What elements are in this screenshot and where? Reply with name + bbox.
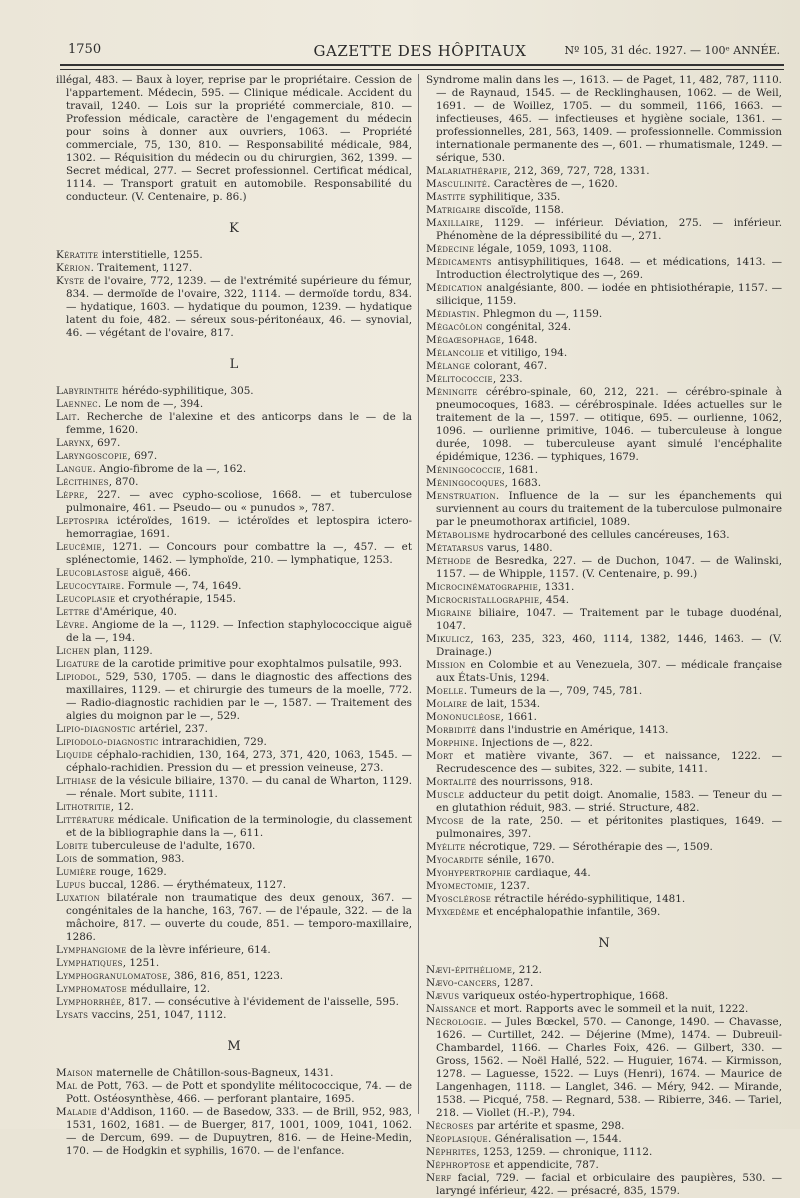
index-entry (426, 1120, 782, 1133)
index-entry (426, 581, 782, 594)
entry-headword: Lupus (56, 879, 86, 891)
entry-headword: Laennec (56, 398, 98, 410)
entry-headword: Lithiase (56, 775, 97, 787)
entry-headword: Kératite (56, 249, 99, 261)
index-entry (56, 541, 412, 567)
index-entry (56, 1106, 412, 1158)
index-entry (426, 633, 782, 659)
index-entry (426, 776, 782, 789)
entry-text: aiguë, 466. (128, 567, 191, 579)
entry-text: . Injections de —, 822. (474, 737, 593, 749)
index-entry (56, 580, 412, 593)
index-entry (56, 619, 412, 645)
index-entry (426, 282, 782, 308)
entry-headword: Labyrinthite (56, 385, 119, 397)
continued-entry: Syndrome malin dans les —, 1613. — de Paget, 11, 482, 787, 1110. — de Raynaud, 1545. — de Recklinghausen, 1062. — de Weil, 1691. — de Woillez, 1705. — du sommeil, 1166, 1663. — infectieuses, 465. — infectieuses et hygiène sociale, 1361. — professionnelles, 281, 563, 1409. — professionnelle. Commission internationale permanente des —, 601. — rhumatismale, 1249. — sérique, 530. (426, 74, 782, 164)
entry-headword: Menstruation (426, 490, 496, 502)
entry-text: de Besredka, 227. — de Duchon, 1047. — de Walinski, 1157. — de Whipple, 1157. (V. Centenaire, p. 99.) (436, 555, 782, 580)
entry-headword: Lumière (56, 866, 97, 878)
entry-text: , 1287. (496, 977, 534, 989)
entry-text: . Angio-fibrome de la —, 162. (92, 463, 247, 475)
entry-headword: Néoplasique (426, 1133, 488, 1145)
entry-headword: Myxœdème (426, 906, 480, 918)
entry-text: hérédo-syphilitique, 305. (118, 385, 254, 397)
entry-text: sénile, 1670. (483, 854, 555, 866)
entry-headword: Nævo-cancers (426, 977, 497, 989)
entry-headword: Nécroses (426, 1120, 474, 1132)
entry-headword: Lobite (56, 840, 89, 852)
entry-headword: Moelle (426, 685, 464, 697)
index-columns (56, 74, 782, 1197)
entry-text: d'Addison, 1160. — de Basedow, 333. — de Brill, 952, 983, 1531, 1602, 1681. — de Buerger, 817, 1001, 1009, 1041, 1062. — de Dercum, 699. — de Dupuytren, 816. — de Heine-Medin, 170. — de Hodgkin et syphilis, 1670. — de l'enfance. (66, 1106, 412, 1157)
entry-headword: Médiastin (426, 308, 477, 320)
index-entry (426, 594, 782, 607)
entry-headword: Lysats (56, 1009, 89, 1021)
entry-headword: Matrigaire (426, 204, 481, 216)
index-entry (426, 685, 782, 698)
index-entry (426, 990, 782, 1003)
entry-text: . Traitement, 1127. (90, 262, 193, 274)
entry-headword: Lèpre (56, 489, 85, 501)
entry-headword: Nécrologie (426, 1016, 484, 1028)
entry-text: . Phlegmon du —, 1159. (476, 308, 603, 320)
entry-headword: Langue (56, 463, 93, 475)
entry-text: intrarachidien, 729. (158, 736, 267, 748)
right-column (426, 74, 782, 1197)
index-entry (426, 347, 782, 360)
index-entry (426, 308, 782, 321)
entry-text: varus, 1480. (483, 542, 553, 554)
entry-text: biliaire, 1047. — Traitement par le tubage duodénal, 1047. (436, 607, 782, 632)
header-rule (60, 64, 784, 70)
entry-text: par artérite et spasme, 298. (473, 1120, 625, 1132)
entry-headword: Mycose (426, 815, 464, 827)
entry-headword: Mastite (426, 191, 466, 203)
entry-headword: Néphrites (426, 1146, 477, 1158)
entry-headword: Néphroptose (426, 1159, 491, 1171)
entry-text: vaccins, 251, 1047, 1112. (88, 1009, 227, 1021)
index-entry (426, 243, 782, 256)
entry-text: nécrotique, 729. — Sérothérapie des —, 1509. (465, 841, 713, 853)
entry-headword: Mononucléose (426, 711, 501, 723)
index-entry (426, 360, 782, 373)
index-entry (56, 385, 412, 398)
index-entry (426, 542, 782, 555)
entry-text: , 817. — consécutive à l'évidement de l'aisselle, 595. (121, 996, 399, 1008)
entry-text: de la lèvre inférieure, 614. (126, 944, 271, 956)
section-letter: L (229, 357, 239, 372)
entry-text: artériel, 237. (135, 723, 208, 735)
entry-headword: Lymphatiques (56, 957, 123, 969)
entry-headword: Leucocytaire (56, 580, 122, 592)
entry-headword: Mélancolie (426, 347, 485, 359)
index-entry (426, 165, 782, 178)
index-entry (426, 386, 782, 464)
index-entry (426, 607, 782, 633)
entry-text: colorant, 467. (470, 360, 548, 372)
index-entry (56, 606, 412, 619)
entry-text: dans l'industrie en Amérique, 1413. (476, 724, 669, 736)
index-entry (56, 866, 412, 879)
entry-headword: Maxillaire (426, 217, 480, 229)
index-entry (56, 1067, 412, 1080)
index-entry (426, 373, 782, 386)
page-number: 1750 (68, 42, 102, 57)
entry-headword: Liquide (56, 749, 93, 761)
entry-headword: Ligature (56, 658, 100, 670)
entry-text: adducteur du petit doigt. Anomalie, 1583. — Teneur du — en glutathion réduit, 983. — strié. Structure, 482. (436, 789, 782, 814)
index-entry (426, 750, 782, 776)
entry-text: variqueux ostéo-hypertrophique, 1668. (459, 990, 669, 1002)
entry-headword: Lipiodolo-diagnostic (56, 736, 159, 748)
index-entry (426, 191, 782, 204)
entry-headword: Myosclérose (426, 893, 492, 905)
index-entry (426, 880, 782, 893)
index-entry (426, 555, 782, 581)
issue-info: Nº 105, 31 déc. 1927. — 100ᵉ ANNÉE. (564, 44, 780, 57)
index-entry (56, 944, 412, 957)
index-entry (56, 645, 412, 658)
entry-text: et cryothérapie, 1545. (115, 593, 236, 605)
entry-headword: Métabolisme (426, 529, 490, 541)
entry-text: , 1251. (122, 957, 160, 969)
index-entry (426, 711, 782, 724)
column-divider (418, 74, 419, 1114)
entry-headword: Larynx (56, 437, 91, 449)
entry-text: , 12. (110, 801, 134, 813)
entry-headword: Médicaments (426, 256, 492, 268)
index-entry (56, 671, 412, 723)
index-entry (426, 204, 782, 217)
section-letter: M (227, 1039, 241, 1054)
index-entry (56, 476, 412, 489)
entry-headword: Leucoplasie (56, 593, 116, 605)
entry-text: , 697. (127, 450, 158, 462)
entry-headword: Kérion (56, 262, 91, 274)
entry-headword: Malariathérapie (426, 165, 508, 177)
index-entry (426, 815, 782, 841)
entry-headword: Microcinématographie (426, 581, 538, 593)
entry-text: syphilitique, 335. (465, 191, 561, 203)
index-entry (56, 275, 412, 340)
continued-entry: illégal, 483. — Baux à loyer, reprise par le propriétaire. Cession de l'appartement. Médecin, 595. — Clinique médicale. Accident du travail, 1240. — Lois sur la propriété commerciale, 810. — Profession médicale, caractère de l'engagement du médecin pour soins à donner aux ouvriers, 1063. — Propriété commerciale, 75, 130, 810. — Responsabilité médicale, 984, 1302. — Réquisition du médecin ou du chirurgien, 362, 1399. — Secret médical, 277. — Secret professionnel. Certificat médical, 1114. — Transport gratuit en automobile. Responsabilité du conducteur. (V. Centenaire, p. 86.) (56, 74, 412, 203)
entry-text: , 386, 816, 851, 1223. (167, 970, 284, 982)
entry-text: cérébro-spinale, 60, 212, 221. — cérébro-spinale à pneumocoques, 1683. — cérébrospinale. Idées actuelles sur le traitement de la —, 1597. — otitique, 695. — ourlienne, 1062, 1096. — ourlienne primitive, 1046. — tuberculeuse à longue durée, 1098. — tuberculeuse ayant simulé l'encéphalite épidémique, 1236. — typhiques, 1679. (436, 386, 782, 463)
entry-text: , 1681. (501, 464, 539, 476)
entry-text: , 454. (539, 594, 569, 606)
index-entry (426, 321, 782, 334)
index-entry (56, 567, 412, 580)
entry-headword: Lipiodol (56, 671, 98, 683)
index-entry (56, 892, 412, 944)
section-letter: N (598, 936, 610, 951)
entry-headword: Mélange (426, 360, 471, 372)
index-entry (56, 879, 412, 892)
index-entry (56, 658, 412, 671)
entry-text: analgésiante, 800. — iodée en phtisiothérapie, 1157. — silicique, 1159. (436, 282, 782, 307)
index-entry (426, 698, 782, 711)
entry-headword: Kyste (56, 275, 85, 287)
entry-headword: Lichen (56, 645, 91, 657)
entry-text: , 1683. (504, 477, 541, 489)
index-entry (56, 262, 412, 275)
index-entry (426, 906, 782, 919)
entry-text: , 212. (512, 964, 542, 976)
entry-text: , 870. (108, 476, 139, 488)
index-entry (56, 801, 412, 814)
entry-text: , 1331. (537, 581, 575, 593)
entry-headword: Masculinité (426, 178, 488, 190)
entry-text: , 697. (90, 437, 121, 449)
entry-text: , 1271. — Concours pour combattre la —, 457. — et splénectomie, 1462. — lymphoïde, 210. — lymphatique, 1253. (66, 541, 412, 566)
entry-text: bilatérale non traumatique des deux genoux, 367. — congénitales de la hanche, 163, 767. — de l'épaule, 322. — de la mâchoire, 817. — ouverte du coude, 851. — temporo-maxillaire, 1286. (66, 892, 412, 943)
entry-headword: Lymphangiome (56, 944, 127, 956)
entry-text: facial, 729. — facial et orbiculaire des paupières, 530. — laryngé inférieur, 422. — présacré, 835, 1579. (436, 1172, 782, 1197)
entry-text: médullaire, 12. (127, 983, 211, 995)
entry-text: d'Amérique, 40. (89, 606, 177, 618)
index-entry (56, 1009, 412, 1022)
entry-text: de l'ovaire, 772, 1239. — de l'extrémité supérieure du fémur, 834. — dermoïde de l'ovaire, 322, 1114. — dermoïde tordu, 834. — hydatique, 1603. — hydatique du poumon, 1239. — hydatique latent du foie, 482. — séreux sous-péritonéaux, 46. — synovial, 46. — végétant de l'ovaire, 817. (66, 275, 412, 339)
entry-headword: Méthode (426, 555, 472, 567)
entry-headword: Lymphorrhée (56, 996, 122, 1008)
entry-headword: Luxation (56, 892, 100, 904)
index-entry (426, 893, 782, 906)
entry-headword: Lymphogranulomatose (56, 970, 168, 982)
index-entry (56, 398, 412, 411)
index-entry (426, 841, 782, 854)
index-entry (426, 659, 782, 685)
entry-text: , 227. — avec cypho-scoliose, 1668. — et tuberculose pulmonaire, 461. — Pseudo— ou « punudos », 787. (66, 489, 412, 514)
entry-text: , 163, 235, 323, 460, 1114, 1382, 1446, 1463. — (V. Drainage.) (436, 633, 782, 658)
index-entry (56, 840, 412, 853)
entry-headword: Morbidité (426, 724, 477, 736)
entry-headword: Leptospira (56, 515, 109, 527)
journal-title: GAZETTE DES HÔPITAUX (313, 42, 527, 60)
index-entry (56, 814, 412, 840)
entry-headword: Mal (56, 1080, 78, 1092)
entry-headword: Mort (426, 750, 454, 762)
entry-text: en Colombie et au Venezuela, 307. — médicale française aux États-Unis, 1294. (436, 659, 782, 684)
entry-text: . Angiome de la —, 1129. — Infection staphylococcique aiguë de la —, 194. (66, 619, 412, 644)
entry-text: maternelle de Châtillon-sous-Bagneux, 1431. (92, 1067, 334, 1079)
entry-text: ictéroïdes, 1619. — ictéroïdes et leptospira ictero-hemorragiae, 1691. (66, 515, 412, 540)
entry-text: . Le nom de —, 394. (97, 398, 204, 410)
index-entry (56, 983, 412, 996)
index-entry (426, 217, 782, 243)
index-entry (426, 737, 782, 750)
entry-text: , 233. (492, 373, 523, 385)
entry-text: , 1129. — inférieur. Déviation, 275. — inférieur. Phénomène de la dépressibilité du —, 271. (436, 217, 782, 242)
entry-headword: Médecine (426, 243, 475, 255)
index-entry (56, 411, 412, 437)
index-entry (426, 256, 782, 282)
index-entry (56, 853, 412, 866)
entry-headword: Migraine (426, 607, 472, 619)
entry-text: , 1253, 1259. — chronique, 1112. (476, 1146, 653, 1158)
entry-text: médicale. Unification de la terminologie, du classement et de la bibliographie dans la —, 611. (66, 814, 412, 839)
index-entry (56, 437, 412, 450)
entry-headword: Microcristallographie (426, 594, 540, 606)
entry-headword: Méningococcie (426, 464, 502, 476)
entry-headword: Méningite (426, 386, 478, 398)
entry-text: . Généralisation —, 1544. (487, 1133, 622, 1145)
index-entry (56, 515, 412, 541)
index-entry (426, 1172, 782, 1198)
entry-text: légale, 1059, 1093, 1108. (474, 243, 612, 255)
index-entry (426, 854, 782, 867)
index-entry (56, 996, 412, 1009)
section-letter: K (229, 221, 239, 236)
entry-headword: Naissance (426, 1003, 477, 1015)
entry-text: de la vésicule biliaire, 1370. — du canal de Wharton, 1129. — rénale. Mort subite, 1111. (66, 775, 412, 800)
entry-headword: Mission (426, 659, 466, 671)
index-entry (426, 977, 782, 990)
entry-text: rouge, 1629. (96, 866, 167, 878)
entry-headword: Myohypertrophie (426, 867, 512, 879)
page-header (60, 38, 780, 60)
entry-text: . Recherche de l'alexine et des anticorps dans le — de la femme, 1620. (66, 411, 412, 436)
entry-headword: Nerf (426, 1172, 452, 1184)
index-entry (426, 1159, 782, 1172)
entry-text: , 529, 530, 1705. — dans le diagnostic des affections des maxillaires, 1129. — et chirurgie des tumeurs de la moelle, 772. — Radio-diagnostic rachidien par le —, 1587. — Traitement des algies du moignon par le —, 529. (66, 671, 412, 722)
entry-text: et vitiligo, 194. (484, 347, 568, 359)
entry-text: . Formule —, 74, 1649. (121, 580, 242, 592)
entry-text: , 1237. (493, 880, 530, 892)
index-entry (426, 724, 782, 737)
index-entry (56, 1080, 412, 1106)
index-entry (426, 1146, 782, 1159)
index-entry (426, 178, 782, 191)
entry-headword: Laryngoscopie (56, 450, 128, 462)
entry-text: . — Jules Bœckel, 570. — Canonge, 1490. — Chavasse, 1626. — Curtillet, 242. — Déjerine (Mme), 1474. — Dubreuil-Chambardel, 1166. — Charles Foix, 426. — Gilbert, 330. — Gross, 1562. — Noël Hallé, 522. — Huguier, 1674. — Kirmisson, 1278. — Laguesse, 1522. — Luys (Henri), 1674. — Maurice de Langenhagen, 1118. — Langlet, 346. — Méry, 942. — Mirande, 1538. — Picqué, 758. — Regnard, 538. — Ribierre, 346. — Tariel, 218. — Viollet (H.-P.), 794. (436, 1016, 782, 1119)
entry-text: . Tumeurs de la —, 709, 745, 781. (463, 685, 643, 697)
entry-text: céphalo-rachidien, 130, 164, 273, 371, 420, 1063, 1545. — céphalo-rachidien. Pression du — et pression veineuse, 273. (66, 749, 412, 774)
entry-text: hydrocarboné des cellules cancéreuses, 163. (489, 529, 730, 541)
entry-text: interstitielle, 1255. (98, 249, 203, 261)
index-entry (56, 489, 412, 515)
index-entry (426, 1133, 782, 1146)
entry-headword: Maison (56, 1067, 93, 1079)
entry-headword: Méningocoques (426, 477, 505, 489)
entry-text: de sommation, 983. (77, 853, 185, 865)
entry-headword: Métatarsus (426, 542, 484, 554)
entry-headword: Lettre (56, 606, 90, 618)
index-entry (56, 736, 412, 749)
entry-text: cardiaque, 44. (511, 867, 591, 879)
entry-headword: Lécithines (56, 476, 109, 488)
entry-headword: Molaire (426, 698, 468, 710)
entry-text: rétractile hérédo-syphilitique, 1481. (491, 893, 686, 905)
index-entry (56, 593, 412, 606)
index-entry (426, 477, 782, 490)
entry-headword: Morphine (426, 737, 475, 749)
entry-text: plan, 1129. (90, 645, 153, 657)
index-entry (56, 957, 412, 970)
entry-headword: Littérature (56, 814, 115, 826)
entry-headword: Mégaœsophage (426, 334, 502, 346)
entry-text: antisyphilitiques, 1648. — et médications, 1413. — Introduction électrolytique des —, 269. (436, 256, 782, 281)
entry-headword: Leucémie (56, 541, 102, 553)
entry-text: de la carotide primitive pour exophtalmos pulsatile, 993. (99, 658, 403, 670)
entry-headword: Muscle (426, 789, 465, 801)
entry-headword: Mégacôlon (426, 321, 483, 333)
index-entry (426, 789, 782, 815)
index-entry (56, 450, 412, 463)
entry-headword: Mélitococcie (426, 373, 493, 385)
entry-text: , 1648. (501, 334, 538, 346)
entry-headword: Lois (56, 853, 78, 865)
index-entry (56, 249, 412, 262)
entry-text: et appendicite, 787. (490, 1159, 599, 1171)
index-entry (426, 867, 782, 880)
index-entry (56, 970, 412, 983)
index-entry (426, 964, 782, 977)
entry-text: , 212, 369, 727, 728, 1331. (507, 165, 650, 177)
entry-text: , 1661. (500, 711, 537, 723)
entry-headword: Lithotritie (56, 801, 111, 813)
entry-text: de la rate, 250. — et péritonites plastiques, 1649. — pulmonaires, 397. (436, 815, 782, 840)
index-entry (426, 1016, 782, 1120)
entry-text: et mort. Rapports avec le sommeil et la nuit, 1222. (476, 1003, 749, 1015)
index-entry (426, 529, 782, 542)
entry-headword: Myomectomie (426, 880, 494, 892)
index-entry (426, 1003, 782, 1016)
entry-headword: Lipio-diagnostic (56, 723, 136, 735)
entry-headword: Myélite (426, 841, 466, 853)
entry-headword: Médication (426, 282, 483, 294)
left-column (56, 74, 412, 1157)
entry-headword: Maladie (56, 1106, 97, 1118)
entry-text: . Influence de la — sur les épanchements qui surviennent au cours du traitement de la tuberculose pulmonaire par le pneumothorax artificiel, 1089. (436, 490, 782, 528)
entry-text: de lait, 1534. (467, 698, 541, 710)
index-entry (426, 334, 782, 347)
index-entry (56, 775, 412, 801)
entry-text: de Pott, 763. — de Pott et spondylite mélitococcique, 74. — de Pott. Ostéosynthèse, 466. — perforant plantaire, 1695. (66, 1080, 412, 1105)
entry-headword: Mikulicz (426, 633, 471, 645)
entry-headword: Nævus (426, 990, 460, 1002)
entry-text: et encéphalopathie infantile, 369. (479, 906, 661, 918)
entry-text: congénital, 324. (482, 321, 572, 333)
entry-headword: Lait (56, 411, 77, 423)
entry-headword: Leucoblastose (56, 567, 129, 579)
entry-headword: Mortalité (426, 776, 477, 788)
index-entry (426, 490, 782, 529)
entry-headword: Lymphomatose (56, 983, 127, 995)
entry-text: buccal, 1286. — érythémateux, 1127. (85, 879, 287, 891)
entry-text: . Caractères de —, 1620. (487, 178, 618, 190)
index-entry (56, 723, 412, 736)
entry-text: et matière vivante, 367. — et naissance, 1222. — Recrudescence des — subites, 322. — subite, 1411. (436, 750, 782, 775)
entry-text: discoïde, 1158. (480, 204, 564, 216)
entry-headword: Myocardite (426, 854, 484, 866)
index-entry (426, 464, 782, 477)
entry-headword: Nævi-épithéliome (426, 964, 513, 976)
entry-headword: Lèvre (56, 619, 85, 631)
entry-text: tuberculeuse de l'adulte, 1670. (88, 840, 256, 852)
index-entry (56, 463, 412, 476)
index-entry (56, 749, 412, 775)
entry-text: des nourrissons, 918. (476, 776, 594, 788)
